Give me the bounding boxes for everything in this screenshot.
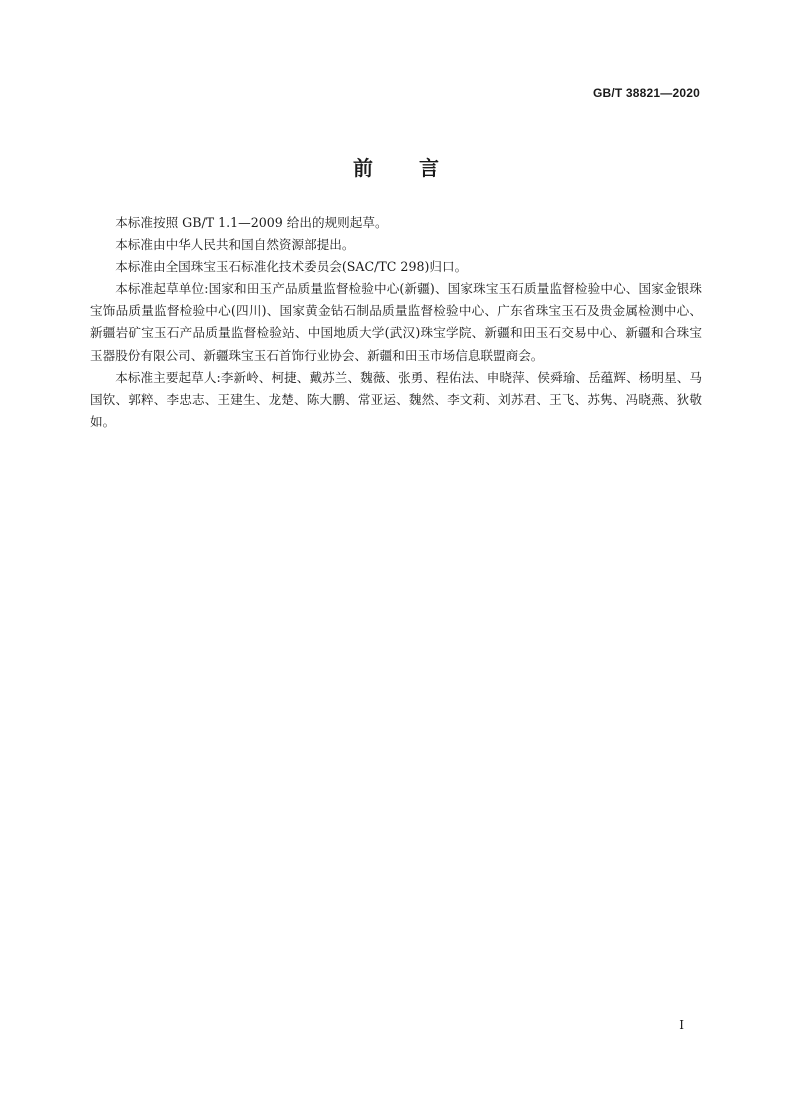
document-code: GB/T 38821—2020 <box>592 86 700 100</box>
page-number: I <box>679 1018 684 1032</box>
paragraph-drafters: 本标准主要起草人:李新岭、柯捷、戴苏兰、魏薇、张勇、程佑法、申晓萍、侯舜瑜、岳蕴辉、杨明星、马国钦、郭粹、李忠志、王建生、龙楚、陈大鹏、常亚运、魏然、李文莉、刘苏君、王飞、苏隽、冯晓燕、狄敬如。 <box>90 369 702 429</box>
foreword-body <box>90 212 702 433</box>
paragraph-drafting-rules: 本标准按照 GB/T 1.1—2009 给出的规则起草。 <box>115 215 388 230</box>
paragraph-drafting-units: 本标准起草单位:国家和田玉产品质量监督检验中心(新疆)、国家珠宝玉石质量监督检验中心、国家金银珠宝饰品质量监督检验中心(四川)、国家黄金钻石制品质量监督检验中心、广东省珠宝玉石及贵金属检测中心、新疆岩矿宝玉石产品质量监督检验站、中国地质大学(武汉)珠宝学院、新疆和田玉石交易中心、新疆和合珠宝玉器股份有限公司、新疆珠宝玉石首饰行业协会、新疆和田玉市场信息联盟商会。 <box>90 281 702 363</box>
paragraph-committee: 本标准由全国珠宝玉石标准化技术委员会(SAC/TC 298)归口。 <box>115 259 468 275</box>
section-title: 前言 <box>353 156 485 180</box>
paragraph-proposer: 本标准由中华人民共和国自然资源部提出。 <box>115 237 355 253</box>
